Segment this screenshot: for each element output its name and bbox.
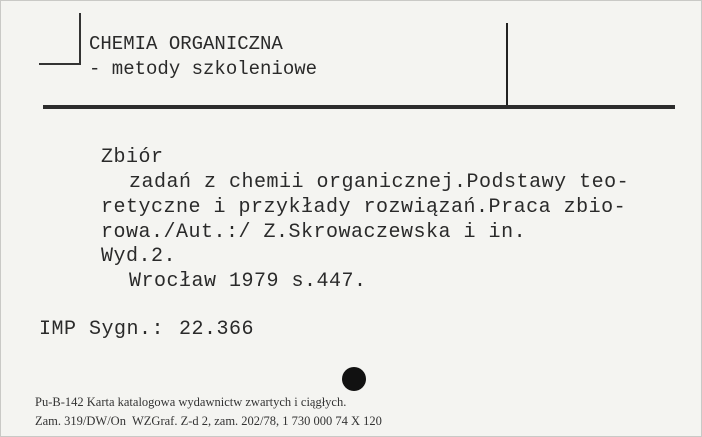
- subject-subheading: - metody szkoleniowe: [89, 58, 318, 80]
- subject-heading: CHEMIA ORGANICZNA: [89, 33, 283, 55]
- corner-bracket-vertical: [79, 13, 81, 65]
- signature-value: 22.366: [179, 318, 255, 341]
- header-divider-horizontal: [43, 105, 675, 109]
- entry-line-4: rowa./Aut.:/ Z.Skrowaczewska i in.: [101, 221, 527, 244]
- entry-line-3: retyczne i przykłady rozwiązań.Praca zbio-: [101, 196, 627, 219]
- entry-line-5: Wyd.2.: [101, 245, 177, 268]
- punch-hole: [342, 367, 366, 391]
- entry-line-6: Wrocław 1979 s.447.: [129, 270, 367, 293]
- header-divider-vertical: [506, 23, 508, 107]
- entry-line-1: Zbiór: [101, 146, 164, 169]
- corner-bracket-horizontal: [39, 63, 81, 65]
- footer-line-2: Zam. 319/DW/On WZGraf. Z-d 2, zam. 202/78, 1 730 000 74 X 120: [35, 414, 382, 428]
- signature-label: IMP Sygn.:: [39, 318, 165, 341]
- footer-line-1: Pu-B-142 Karta katalogowa wydawnictw zwartych i ciągłych.: [35, 395, 347, 409]
- entry-line-2: zadań z chemii organicznej.Podstawy teo-: [129, 171, 630, 194]
